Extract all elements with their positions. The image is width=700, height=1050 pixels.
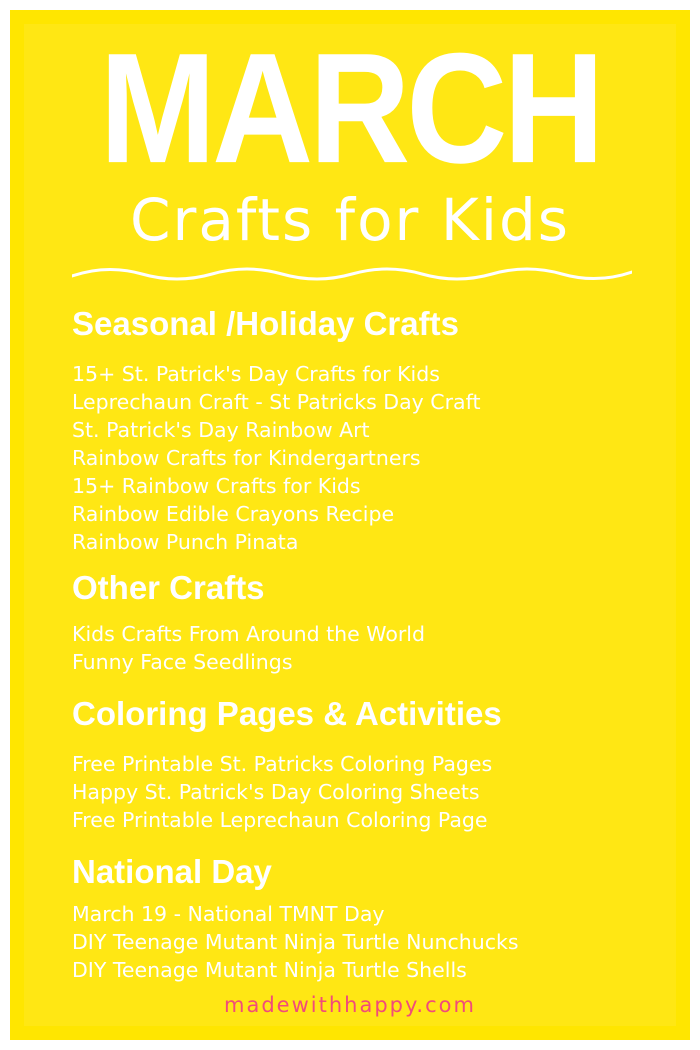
list-item[interactable]: Free Printable St. Patricks Coloring Pages bbox=[72, 752, 493, 776]
list-item[interactable]: St. Patrick's Day Rainbow Art bbox=[72, 418, 370, 442]
section-national-day bbox=[72, 852, 652, 984]
poster-title: MARCH bbox=[99, 19, 601, 196]
section-heading: Other Crafts bbox=[72, 569, 265, 606]
section-seasonal-holiday bbox=[72, 304, 652, 556]
section-heading: Seasonal /Holiday Crafts bbox=[72, 305, 459, 342]
list-item[interactable]: 15+ Rainbow Crafts for Kids bbox=[72, 474, 361, 498]
section-list bbox=[72, 620, 652, 676]
section-other-crafts bbox=[72, 568, 652, 676]
section-list bbox=[72, 750, 652, 834]
list-item[interactable]: DIY Teenage Mutant Ninja Turtle Nunchucks bbox=[72, 930, 519, 954]
list-item[interactable]: Rainbow Punch Pinata bbox=[72, 530, 299, 554]
site-url[interactable]: madewithhappy.com bbox=[224, 993, 476, 1017]
list-item[interactable]: March 19 - National TMNT Day bbox=[72, 902, 385, 926]
list-item[interactable]: Kids Crafts From Around the World bbox=[72, 622, 426, 646]
list-item[interactable]: DIY Teenage Mutant Ninja Turtle Shells bbox=[72, 958, 467, 982]
poster-subtitle: Crafts for Kids bbox=[129, 186, 571, 254]
list-item[interactable]: 15+ St. Patrick's Day Crafts for Kids bbox=[72, 362, 440, 386]
list-item[interactable]: Rainbow Edible Crayons Recipe bbox=[72, 502, 395, 526]
list-item[interactable]: Funny Face Seedlings bbox=[72, 650, 293, 674]
list-item[interactable]: Leprechaun Craft - St Patricks Day Craft bbox=[72, 390, 481, 414]
list-item[interactable]: Free Printable Leprechaun Coloring Page bbox=[72, 808, 488, 832]
section-list bbox=[72, 360, 652, 556]
wavy-divider bbox=[72, 262, 632, 286]
list-item[interactable]: Happy St. Patrick's Day Coloring Sheets bbox=[72, 780, 480, 804]
section-heading: Coloring Pages & Activities bbox=[72, 695, 502, 732]
section-coloring-pages bbox=[72, 694, 652, 834]
list-item[interactable]: Rainbow Crafts for Kindergartners bbox=[72, 446, 421, 470]
section-list bbox=[72, 900, 652, 984]
section-heading: National Day bbox=[72, 853, 272, 890]
